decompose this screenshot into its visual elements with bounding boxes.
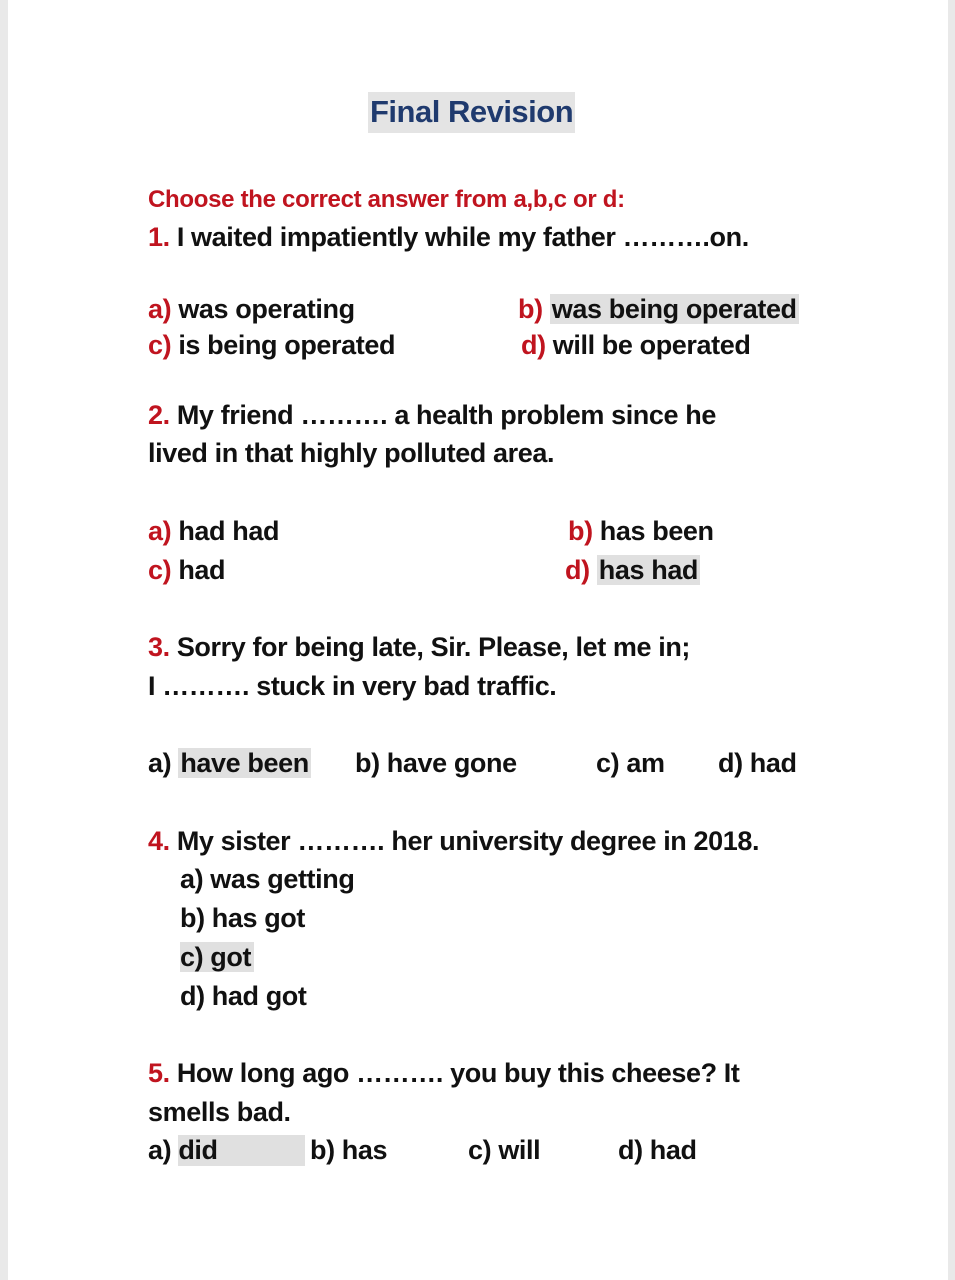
question-4 [148, 826, 759, 857]
question-text: I waited impatiently while my father ……….on. [176, 222, 749, 252]
q3-option-c: c) am [596, 748, 665, 778]
question-2 [148, 400, 716, 431]
q1-option-c: c) is being operated [148, 330, 396, 360]
q1-option-b: b) was being operated [518, 294, 797, 324]
question-3-line2: I ………. stuck in very bad traffic. [148, 671, 557, 701]
question-3 [148, 632, 690, 663]
q2-option-d: d) has had [565, 555, 699, 585]
q2-option-a: a) had had [148, 516, 280, 546]
q2-option-c: c) had [148, 555, 226, 585]
q5-option-a: a) did [148, 1135, 305, 1166]
q4-option-d: d) had got [180, 981, 307, 1011]
q4-option-a: a) was getting [180, 864, 355, 894]
question-number: 1. [148, 222, 170, 252]
page-title: Final Revision [368, 92, 575, 133]
question-2-line2: lived in that highly polluted area. [148, 438, 555, 468]
question-number: 3. [148, 632, 170, 662]
q5-option-b: b) has [310, 1135, 388, 1165]
q4-option-b: b) has got [180, 903, 305, 933]
q1-option-d: d) will be operated [521, 330, 751, 360]
question-1 [148, 222, 749, 253]
question-number: 5. [148, 1058, 170, 1088]
q5-option-d: d) had [618, 1135, 697, 1165]
question-5 [148, 1058, 739, 1089]
question-text-line1: My friend ………. a health problem since he [176, 400, 716, 430]
answer-highlight: did [178, 1135, 305, 1166]
document-page [8, 0, 948, 1280]
answer-highlight: has had [598, 555, 699, 585]
q4-option-c [180, 942, 254, 973]
q5-option-c: c) will [468, 1135, 541, 1165]
question-text-line1: Sorry for being late, Sir. Please, let me in; [176, 632, 691, 662]
q2-option-b: b) has been [568, 516, 714, 546]
answer-highlight: c) got [180, 942, 254, 972]
question-text: My sister ………. her university degree in 2018. [176, 826, 760, 856]
question-number: 4. [148, 826, 170, 856]
answer-highlight: was being operated [551, 294, 797, 324]
question-number: 2. [148, 400, 170, 430]
question-5-line2: smells bad. [148, 1097, 291, 1127]
answer-highlight: have been [180, 748, 309, 778]
q3-option-a: a) have been [148, 748, 309, 778]
question-text-line1: How long ago ………. you buy this cheese? It [176, 1058, 740, 1088]
instruction: Choose the correct answer from a,b,c or d: [148, 186, 625, 213]
q3-option-d: d) had [718, 748, 797, 778]
q3-option-b: b) have gone [355, 748, 517, 778]
q1-option-a: a) was operating [148, 294, 355, 324]
